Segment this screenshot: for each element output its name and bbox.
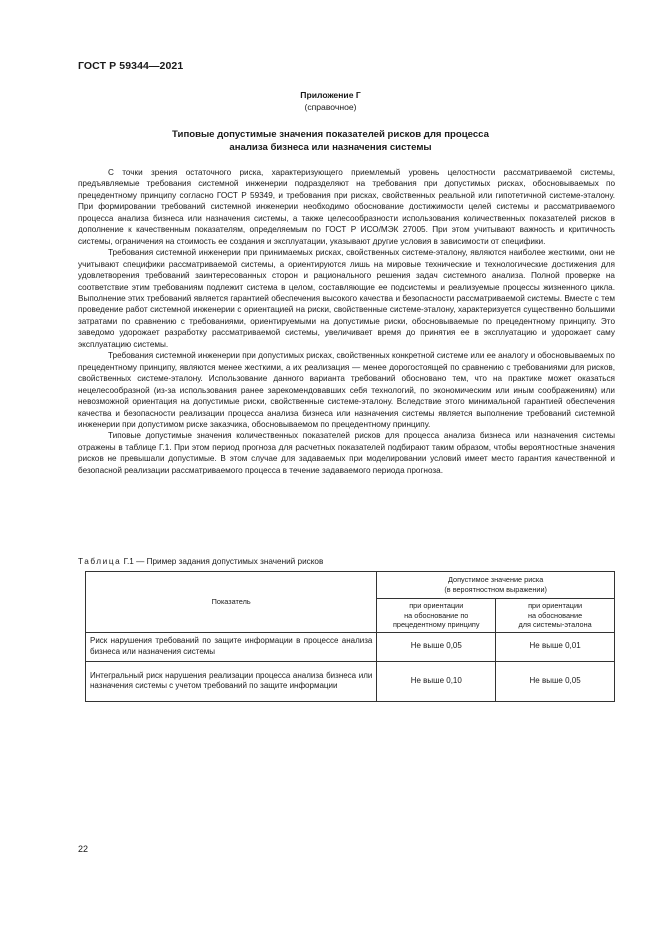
table-caption-text: Г.1 — Пример задания допустимых значений рисков [121, 557, 324, 566]
standard-header: ГОСТ Р 59344—2021 [78, 60, 184, 72]
column-header-group [377, 572, 615, 599]
paragraph-1: С точки зрения остаточного риска, характеризующего приемлемый уровень целостности рассматриваемой системы, предъявляемые требования системной инженерии подразделяют на требования при допустимых рисках, обосновываемых по прецедентному принципу согласно ГОСТ Р 59349, и требования при рисках, свойственных реальной или гипотетичной системе-эталону. При формировании требований системной инженерии необходимо обоснование достижимости целей системы и рассматриваемого процесса анализа бизнеса или назначения системы, а также целесообразности использования количественных показателей рисков в дополнение к качественным показателям, определяемым по ГОСТ Р ИСО/МЭК 27005. При этом учитывают важность и критичность системы, ограничения на стоимость ее создания и эксплуатации, указывают другие условия в зависимости от специфики. [78, 168, 615, 246]
appendix-heading [0, 89, 661, 113]
table-header-row [86, 572, 615, 599]
row-2-indicator: Интегральный риск нарушения реализации процесса анализа бизнеса или назначения системы с учетом требований по защите информации [86, 661, 377, 701]
body-text [78, 167, 615, 476]
section-title [0, 128, 661, 154]
column-group-line-2: (в вероятностном выражении) [444, 585, 547, 594]
column-a-line-3: прецедентному принципу [392, 620, 480, 629]
column-header-indicator: Показатель [86, 572, 377, 633]
table-row [86, 661, 615, 701]
column-header-precedent [377, 599, 496, 633]
row-1-indicator: Риск нарушения требований по защите информации в процессе анализа бизнеса или назначения системы [86, 632, 377, 661]
row-1-value-precedent: Не выше 0,05 [377, 632, 496, 661]
table-row [86, 632, 615, 661]
paragraph-2: Требования системной инженерии при принимаемых рисках, свойственных системе-эталону, являются наиболее жесткими, они не учитывают специфики рассматриваемой системы, а ориентируются лишь на мировые технические и технологические достижения для удовлетворения требований заинтересованных сторон и рационального решения задач системного анализа. Полной проверке на соответствие этим требованиям подлежит система в целом, составляющие ее подсистемы и реализуемые процессы жизненного цикла. Выполнение этих требований является гарантией обеспечения высокого качества и безопасности рассматриваемой системы. Вместе с тем проведение работ системной инженерии с ориентацией на риски, свойственные системе-эталону, характеризуется существенно большими затратами по сравнению с требованиями, ориентируемыми на допустимые риски, обосновываемые по прецедентному принципу. Это заведомо удорожает разработку рассматриваемой системы, увеличивает время до принятия ее в эксплуатацию и удорожает саму эксплуатацию системы. [78, 248, 615, 349]
table-caption [78, 557, 323, 566]
column-group-line-1: Допустимое значение риска [447, 574, 544, 584]
paragraph-3: Требования системной инженерии при допустимых рисках, свойственных конкретной системе или ее аналогу и обосновываемых по прецедентному принципу, являются менее жесткими, а их реализация — менее дорогостоящей по сравнению с требованиями для рисков, свойственных системе-эталону. Использование данного варианта требований обосновано тем, что на практике может оказаться нецелесообразной (из-за использования ранее зарекомендовавших себя технологий, по экономическим или иным соображениям) или невозможной ориентация на допустимые риски, свойственные системе-эталону. Вследствие этого минимальной гарантией обеспечения качества и безопасности реализации процесса анализа бизнеса или назначения системы является выполнение требований системной инженерии при допустимом риске заказчика, обосновываемом по прецедентному принципу. [78, 351, 615, 429]
column-header-reference-system [496, 599, 615, 633]
appendix-title: Приложение Г [300, 90, 361, 100]
column-a-line-1: при ориентации [409, 601, 464, 610]
appendix-subtitle: (справочное) [304, 102, 357, 112]
page-number: 22 [78, 844, 89, 854]
row-1-value-reference: Не выше 0,01 [496, 632, 615, 661]
column-b-line-3: для системы-эталона [518, 620, 592, 629]
row-2-value-reference: Не выше 0,05 [496, 661, 615, 701]
column-b-line-2: на обоснование [528, 610, 583, 620]
table-caption-label: Таблица [78, 557, 122, 566]
section-title-line-1: Типовые допустимые значения показателей рисков для процесса [172, 129, 489, 140]
column-a-line-2: на обоснование по [404, 610, 469, 620]
row-2-value-precedent: Не выше 0,10 [377, 661, 496, 701]
risk-table [85, 571, 615, 702]
paragraph-4: Типовые допустимые значения количественных показателей рисков для процесса анализа бизнеса или назначения системы отражены в таблице Г.1. При этом период прогноза для расчетных показателей подбирают таким образом, чтобы вероятностные значения рисков не превышали допустимые. В этом случае для задаваемых при моделировании условий имеет место гарантия качественной и безопасной реализации рассматриваемого процесса в течение задаваемого периода прогноза. [78, 431, 615, 475]
section-title-line-2: анализа бизнеса или назначения системы [229, 142, 432, 153]
column-b-line-1: при ориентации [528, 601, 583, 610]
